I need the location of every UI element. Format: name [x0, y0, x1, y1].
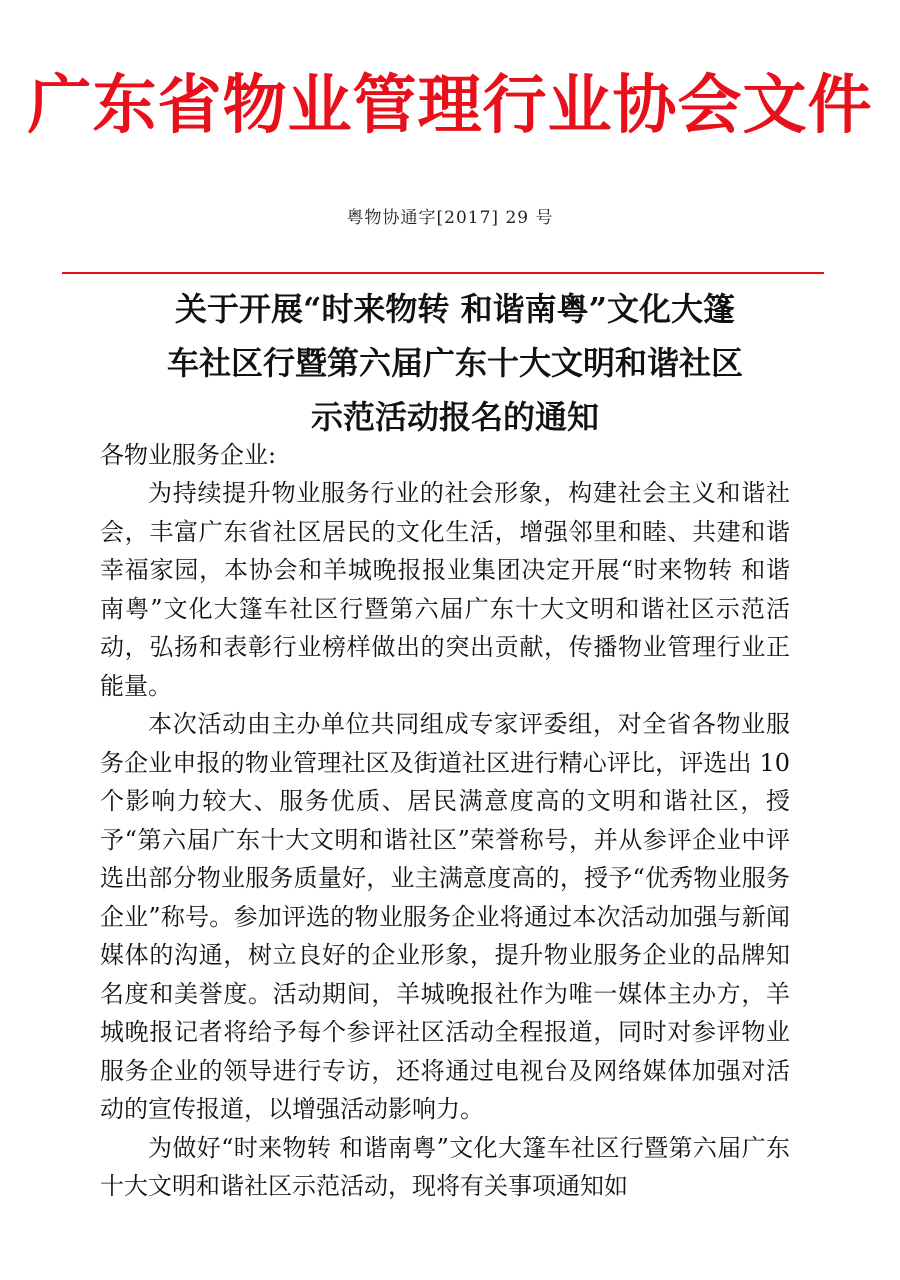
body-paragraph: 本次活动由主办单位共同组成专家评委组，对全省各物业服务企业申报的物业管理社区及街道社区进行精心评比，评选出 10 个影响力较大、服务优质、居民满意度高的文明和谐社区，授予“第六届广东十大文明和谐社区”荣誉称号，并从参评企业中评选出部分物业服务质量好，业主满意度高的，授予“优秀物业服务企业”称号。参加评选的物业服务企业将通过本次活动加强与新闻媒体的沟通，树立良好的企业形象，提升物业服务企业的品牌知名度和美誉度。活动期间，羊城晚报社作为唯一媒体主办方，羊城晚报记者将给予每个参评社区活动全程报道，同时对参评物业服务企业的领导进行专访，还将通过电视台及网络媒体加强对活动的宣传报道，以增强活动影响力。	[100, 710, 790, 1123]
notice-title-line: 示范活动报名的通知	[310, 398, 599, 436]
document-number: 粤物协通字[2017] 29 号	[346, 208, 554, 228]
notice-body	[100, 474, 790, 1206]
notice-title-line: 关于开展“时来物转 和谐南粤”文化大篷	[175, 290, 735, 328]
body-paragraph: 为持续提升物业服务行业的社会形象，构建社会主义和谐社会，丰富广东省社区居民的文化生活，增强邻里和睦、共建和谐幸福家园，本协会和羊城晚报报业集团决定开展“时来物转 和谐南粤”文化大篷车社区行暨第六届广东十大文明和谐社区示范活动，弘扬和表彰行业榜样做出的突出贡献，传播物业管理行业正能量。	[100, 479, 790, 700]
letterhead-title: 广东省物业管理行业协会文件	[27, 68, 873, 143]
body-paragraph: 为做好“时来物转 和谐南粤”文化大篷车社区行暨第六届广东十大文明和谐社区示范活动，现将有关事项通知如	[100, 1133, 790, 1200]
notice-title	[60, 282, 850, 444]
notice-title-line: 车社区行暨第六届广东十大文明和谐社区	[166, 344, 743, 382]
red-divider-rule	[62, 272, 824, 274]
salutation: 各物业服务企业:	[100, 441, 277, 469]
